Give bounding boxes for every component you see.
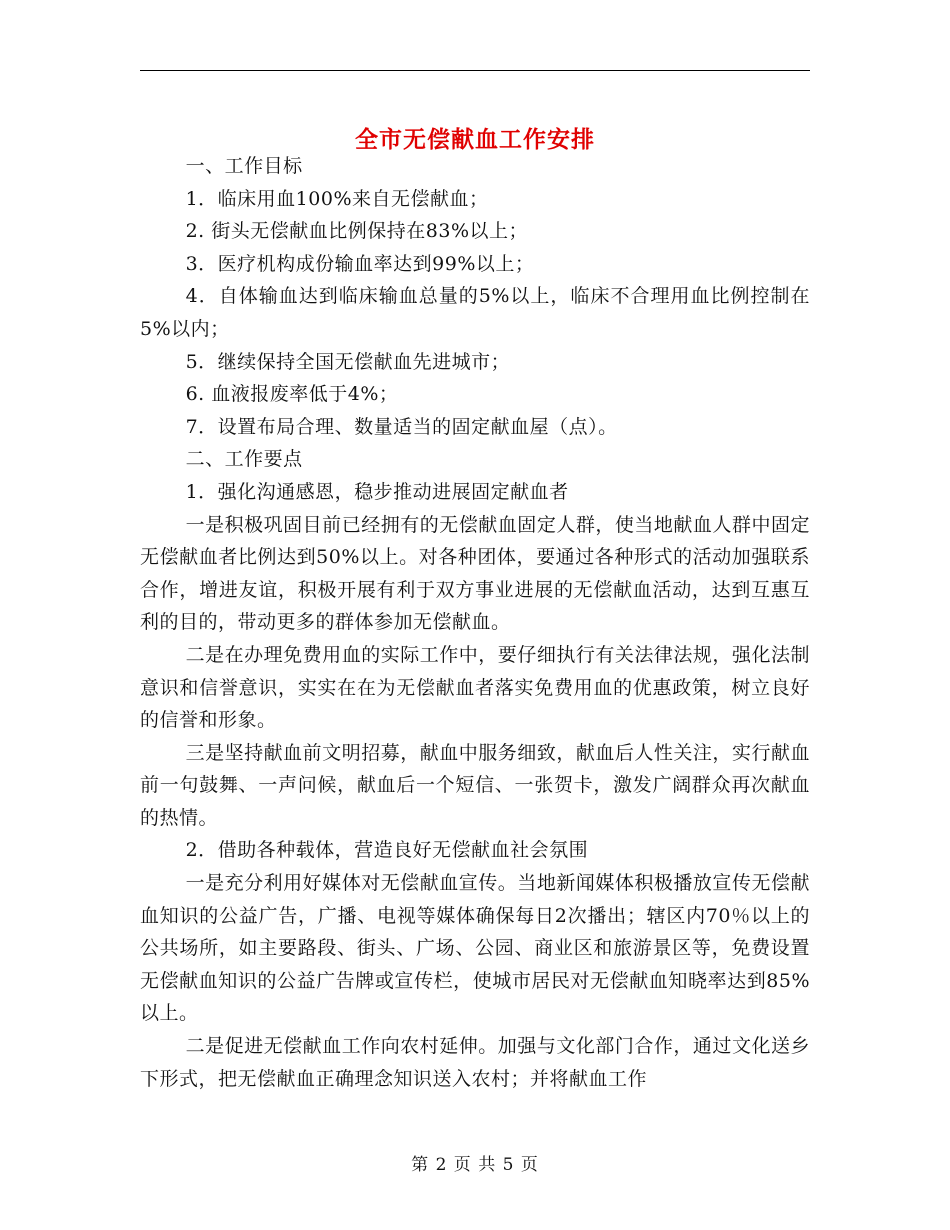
key-point-1-heading: 1．强化沟通感恩，稳步推动进展固定献血者 [185, 480, 569, 503]
key-point-2-heading: 2．借助各种载体，营造良好无偿献血社会氛围 [185, 839, 589, 862]
section-heading-key-points: 二、工作要点 [185, 448, 303, 471]
goal-item-2: 2. 街头无偿献血比例保持在83%以上； [185, 220, 528, 243]
document-body [140, 150, 810, 1095]
document-title: 全市无偿献血工作安排 [355, 126, 595, 154]
goal-item-7: 7．设置布局合理、数量适当的固定献血屋（点）。 [185, 415, 618, 438]
page-number-footer: 第 2 页 共 5 页 [411, 1155, 539, 1175]
body-paragraph: 二是促进无偿献血工作向农村延伸。加强与文化部门合作，通过文化送乡下形式，把无偿献血正确理念知识送入农村；并将献血工作 [140, 1035, 810, 1090]
body-paragraph: 三是坚持献血前文明招募，献血中服务细致，献血后人性关注，实行献血前一句鼓舞、一声问候，献血后一个短信、一张贺卡，激发广阔群众再次献血的热情。 [140, 741, 810, 829]
body-paragraph: 一是充分利用好媒体对无偿献血宣传。当地新闻媒体积极播放宣传无偿献血知识的公益广告，广播、电视等媒体确保每日2次播出；辖区内70％以上的公共场所，如主要路段、街头、广场、公园、商业区和旅游景区等，免费设置无偿献血知识的公益广告牌或宣传栏，使城市居民对无偿献血知晓率达到85%以上。 [140, 872, 810, 1025]
body-paragraph: 一是积极巩固目前已经拥有的无偿献血固定人群，使当地献血人群中固定无偿献血者比例达到50%以上。对各种团体，要通过各种形式的活动加强联系合作，增进友谊，积极开展有利于双方事业进展的无偿献血活动，达到互惠互利的目的，带动更多的群体参加无偿献血。 [140, 513, 810, 634]
goal-item-1: 1．临床用血100%来自无偿献血； [185, 187, 489, 210]
goal-item-6: 6. 血液报废率低于4%； [185, 383, 399, 406]
section-heading-goals: 一、工作目标 [185, 155, 303, 177]
header-rule [140, 70, 810, 71]
goal-item-3: 3．医疗机构成份输血率达到99%以上； [185, 252, 535, 275]
body-paragraph: 二是在办理免费用血的实际工作中，要仔细执行有关法律法规，强化法制意识和信誉意识，实实在在为无偿献血者落实免费用血的优惠政策，树立良好的信誉和形象。 [140, 643, 810, 732]
goal-item-5: 5．继续保持全国无偿献血先进城市； [185, 350, 511, 373]
goal-item-4: 4．自体输血达到临床输血总量的5%以上，临床不合理用血比例控制在5%以内； [140, 285, 810, 340]
